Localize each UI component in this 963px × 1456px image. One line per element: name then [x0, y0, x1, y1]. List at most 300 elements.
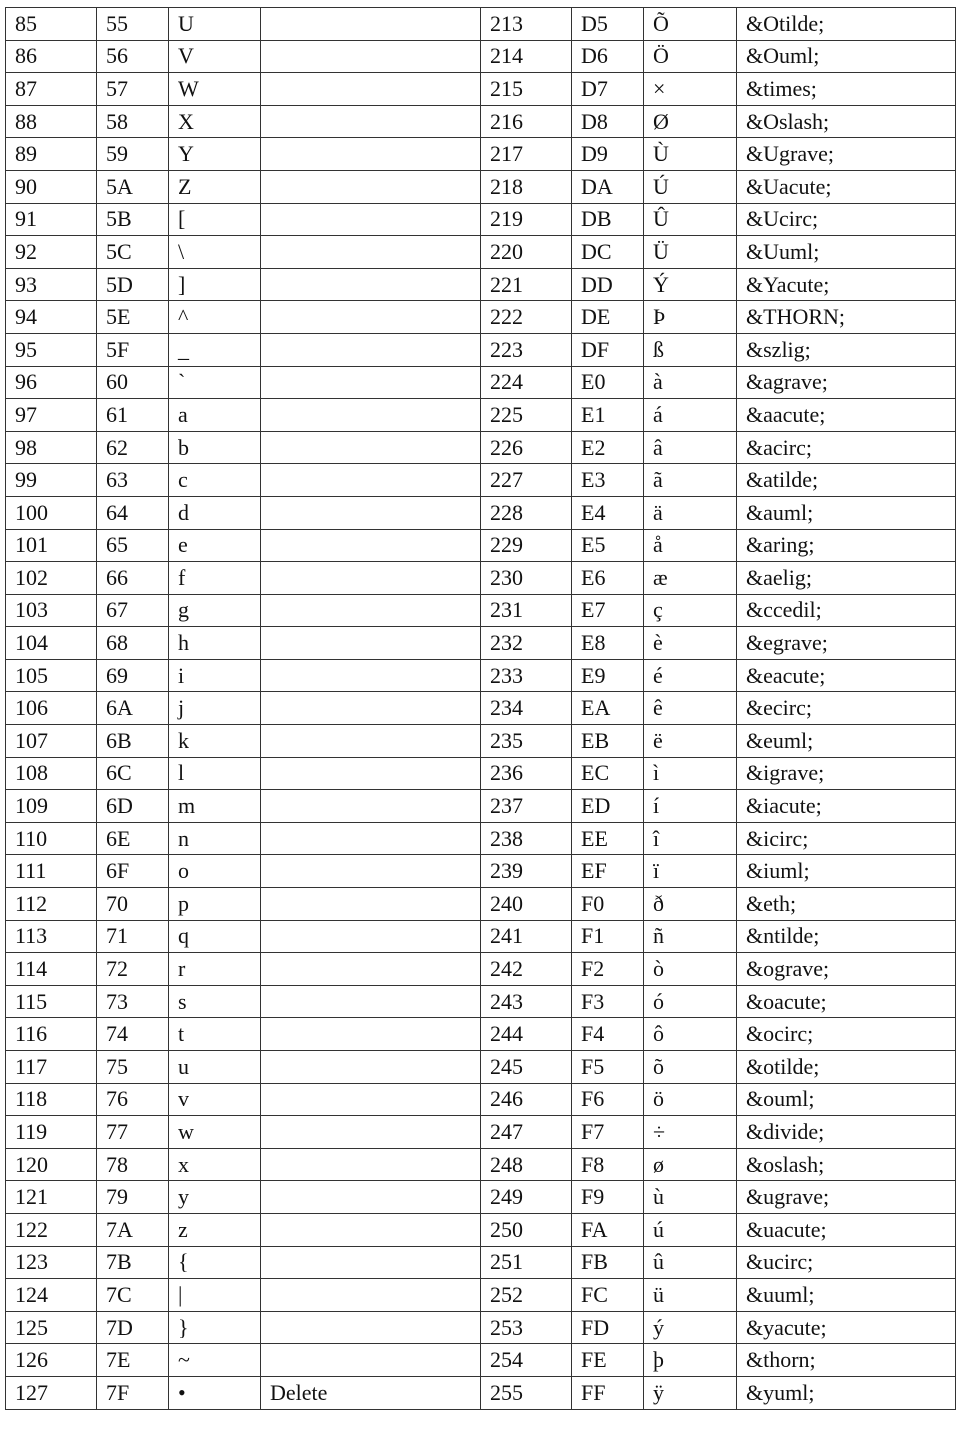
table-row — [6, 692, 956, 725]
left-entity-cell — [261, 725, 481, 758]
right-character-cell: ñ — [644, 920, 737, 953]
right-character-cell: Ù — [644, 138, 737, 171]
table-row — [6, 301, 956, 334]
left-decimal-cell: 117 — [6, 1051, 97, 1084]
table-row — [6, 855, 956, 888]
left-hex-cell: 57 — [97, 73, 169, 106]
left-decimal-cell: 122 — [6, 1213, 97, 1246]
left-hex-cell: 74 — [97, 1018, 169, 1051]
left-entity-cell — [261, 105, 481, 138]
table-row — [6, 888, 956, 921]
table-row — [6, 985, 956, 1018]
right-hex-cell: D6 — [572, 40, 644, 73]
right-entity-cell: &auml; — [737, 496, 956, 529]
left-entity-cell — [261, 464, 481, 497]
left-hex-cell: 6D — [97, 790, 169, 823]
left-entity-cell — [261, 236, 481, 269]
left-character-cell: w — [169, 1116, 261, 1149]
right-character-cell: Ü — [644, 236, 737, 269]
right-decimal-cell: 239 — [481, 855, 572, 888]
right-decimal-cell: 219 — [481, 203, 572, 236]
right-entity-cell: &yuml; — [737, 1376, 956, 1409]
right-decimal-cell: 215 — [481, 73, 572, 106]
right-hex-cell: F5 — [572, 1051, 644, 1084]
table-row — [6, 659, 956, 692]
left-hex-cell: 78 — [97, 1148, 169, 1181]
table-row — [6, 1246, 956, 1279]
left-hex-cell: 59 — [97, 138, 169, 171]
right-hex-cell: E5 — [572, 529, 644, 562]
right-hex-cell: F9 — [572, 1181, 644, 1214]
left-character-cell: f — [169, 562, 261, 595]
right-entity-cell: &aring; — [737, 529, 956, 562]
right-decimal-cell: 226 — [481, 431, 572, 464]
right-entity-cell: &aelig; — [737, 562, 956, 595]
right-hex-cell: DD — [572, 268, 644, 301]
left-entity-cell — [261, 73, 481, 106]
left-hex-cell: 63 — [97, 464, 169, 497]
table-row — [6, 822, 956, 855]
right-entity-cell: &ugrave; — [737, 1181, 956, 1214]
left-hex-cell: 7D — [97, 1311, 169, 1344]
table-row — [6, 496, 956, 529]
right-decimal-cell: 229 — [481, 529, 572, 562]
left-character-cell: p — [169, 888, 261, 921]
table-row — [6, 105, 956, 138]
left-character-cell: ] — [169, 268, 261, 301]
left-hex-cell: 66 — [97, 562, 169, 595]
right-entity-cell: &agrave; — [737, 366, 956, 399]
right-character-cell: Ý — [644, 268, 737, 301]
right-character-cell: ò — [644, 953, 737, 986]
right-hex-cell: E8 — [572, 627, 644, 660]
right-character-cell: ð — [644, 888, 737, 921]
right-decimal-cell: 220 — [481, 236, 572, 269]
left-character-cell: x — [169, 1148, 261, 1181]
right-decimal-cell: 250 — [481, 1213, 572, 1246]
right-character-cell: ÿ — [644, 1376, 737, 1409]
right-hex-cell: FA — [572, 1213, 644, 1246]
right-entity-cell: &ucirc; — [737, 1246, 956, 1279]
left-decimal-cell: 110 — [6, 822, 97, 855]
right-hex-cell: E9 — [572, 659, 644, 692]
right-hex-cell: DC — [572, 236, 644, 269]
left-entity-cell — [261, 822, 481, 855]
left-entity-cell — [261, 301, 481, 334]
left-decimal-cell: 121 — [6, 1181, 97, 1214]
left-decimal-cell: 92 — [6, 236, 97, 269]
table-row — [6, 8, 956, 41]
left-decimal-cell: 109 — [6, 790, 97, 823]
right-entity-cell: &aacute; — [737, 399, 956, 432]
left-entity-cell — [261, 594, 481, 627]
left-hex-cell: 6B — [97, 725, 169, 758]
left-character-cell: o — [169, 855, 261, 888]
right-decimal-cell: 240 — [481, 888, 572, 921]
right-character-cell: è — [644, 627, 737, 660]
left-character-cell: ~ — [169, 1344, 261, 1377]
table-row — [6, 1376, 956, 1409]
left-decimal-cell: 115 — [6, 985, 97, 1018]
right-character-cell: ý — [644, 1311, 737, 1344]
right-decimal-cell: 253 — [481, 1311, 572, 1344]
table-row — [6, 1213, 956, 1246]
left-entity-cell — [261, 1181, 481, 1214]
right-decimal-cell: 225 — [481, 399, 572, 432]
left-hex-cell: 7A — [97, 1213, 169, 1246]
right-decimal-cell: 241 — [481, 920, 572, 953]
table-body — [6, 8, 956, 1410]
left-entity-cell — [261, 529, 481, 562]
left-decimal-cell: 99 — [6, 464, 97, 497]
left-entity-cell — [261, 692, 481, 725]
left-hex-cell: 60 — [97, 366, 169, 399]
left-decimal-cell: 124 — [6, 1279, 97, 1312]
right-decimal-cell: 236 — [481, 757, 572, 790]
left-hex-cell: 5C — [97, 236, 169, 269]
left-hex-cell: 7B — [97, 1246, 169, 1279]
right-decimal-cell: 252 — [481, 1279, 572, 1312]
right-character-cell: ç — [644, 594, 737, 627]
left-entity-cell — [261, 333, 481, 366]
left-character-cell: e — [169, 529, 261, 562]
left-hex-cell: 61 — [97, 399, 169, 432]
right-hex-cell: EF — [572, 855, 644, 888]
right-character-cell: Ú — [644, 170, 737, 203]
right-hex-cell: DF — [572, 333, 644, 366]
right-decimal-cell: 222 — [481, 301, 572, 334]
right-entity-cell: &iuml; — [737, 855, 956, 888]
table-row — [6, 562, 956, 595]
right-entity-cell: &yacute; — [737, 1311, 956, 1344]
table-row — [6, 1051, 956, 1084]
right-decimal-cell: 255 — [481, 1376, 572, 1409]
right-hex-cell: FB — [572, 1246, 644, 1279]
right-decimal-cell: 214 — [481, 40, 572, 73]
left-character-cell: i — [169, 659, 261, 692]
left-entity-cell — [261, 1051, 481, 1084]
right-entity-cell: &egrave; — [737, 627, 956, 660]
right-hex-cell: DB — [572, 203, 644, 236]
right-hex-cell: E3 — [572, 464, 644, 497]
right-entity-cell: &oslash; — [737, 1148, 956, 1181]
right-character-cell: ì — [644, 757, 737, 790]
right-character-cell: õ — [644, 1051, 737, 1084]
left-character-cell: n — [169, 822, 261, 855]
left-entity-cell — [261, 1344, 481, 1377]
left-character-cell: z — [169, 1213, 261, 1246]
right-hex-cell: F2 — [572, 953, 644, 986]
table-row — [6, 725, 956, 758]
left-decimal-cell: 118 — [6, 1083, 97, 1116]
right-entity-cell: &Uuml; — [737, 236, 956, 269]
left-entity-cell — [261, 1279, 481, 1312]
table-row — [6, 170, 956, 203]
right-character-cell: ó — [644, 985, 737, 1018]
right-entity-cell: &ocirc; — [737, 1018, 956, 1051]
right-hex-cell: F7 — [572, 1116, 644, 1149]
right-entity-cell: &Ucirc; — [737, 203, 956, 236]
right-decimal-cell: 247 — [481, 1116, 572, 1149]
left-character-cell: l — [169, 757, 261, 790]
right-hex-cell: FF — [572, 1376, 644, 1409]
left-character-cell: ` — [169, 366, 261, 399]
table-row — [6, 1344, 956, 1377]
left-character-cell: m — [169, 790, 261, 823]
left-character-cell: W — [169, 73, 261, 106]
left-character-cell: | — [169, 1279, 261, 1312]
table-row — [6, 757, 956, 790]
left-decimal-cell: 123 — [6, 1246, 97, 1279]
left-decimal-cell: 119 — [6, 1116, 97, 1149]
left-entity-cell — [261, 138, 481, 171]
right-hex-cell: E1 — [572, 399, 644, 432]
left-character-cell: t — [169, 1018, 261, 1051]
left-entity-cell — [261, 1148, 481, 1181]
left-hex-cell: 73 — [97, 985, 169, 1018]
table-row — [6, 464, 956, 497]
left-character-cell: k — [169, 725, 261, 758]
left-hex-cell: 7F — [97, 1376, 169, 1409]
left-hex-cell: 5B — [97, 203, 169, 236]
left-hex-cell: 75 — [97, 1051, 169, 1084]
right-decimal-cell: 227 — [481, 464, 572, 497]
left-entity-cell — [261, 888, 481, 921]
left-character-cell: h — [169, 627, 261, 660]
right-decimal-cell: 254 — [481, 1344, 572, 1377]
table-row — [6, 1279, 956, 1312]
left-hex-cell: 76 — [97, 1083, 169, 1116]
right-hex-cell: ED — [572, 790, 644, 823]
left-hex-cell: 6E — [97, 822, 169, 855]
left-hex-cell: 5F — [97, 333, 169, 366]
table-row — [6, 399, 956, 432]
right-hex-cell: D5 — [572, 8, 644, 41]
left-entity-cell — [261, 40, 481, 73]
left-entity-cell — [261, 627, 481, 660]
left-decimal-cell: 112 — [6, 888, 97, 921]
right-character-cell: ä — [644, 496, 737, 529]
left-decimal-cell: 107 — [6, 725, 97, 758]
right-decimal-cell: 237 — [481, 790, 572, 823]
right-entity-cell: &Yacute; — [737, 268, 956, 301]
left-decimal-cell: 91 — [6, 203, 97, 236]
right-hex-cell: F8 — [572, 1148, 644, 1181]
right-hex-cell: FC — [572, 1279, 644, 1312]
table-row — [6, 138, 956, 171]
table-row — [6, 40, 956, 73]
left-entity-cell — [261, 985, 481, 1018]
right-hex-cell: FD — [572, 1311, 644, 1344]
left-entity-cell — [261, 953, 481, 986]
right-entity-cell: &ccedil; — [737, 594, 956, 627]
left-hex-cell: 56 — [97, 40, 169, 73]
left-character-cell: } — [169, 1311, 261, 1344]
table-row — [6, 268, 956, 301]
left-character-cell: b — [169, 431, 261, 464]
left-character-cell: _ — [169, 333, 261, 366]
left-character-cell: a — [169, 399, 261, 432]
right-character-cell: ö — [644, 1083, 737, 1116]
right-character-cell: ú — [644, 1213, 737, 1246]
left-hex-cell: 67 — [97, 594, 169, 627]
right-decimal-cell: 234 — [481, 692, 572, 725]
right-hex-cell: E7 — [572, 594, 644, 627]
right-hex-cell: F4 — [572, 1018, 644, 1051]
table-row — [6, 1083, 956, 1116]
right-character-cell: ü — [644, 1279, 737, 1312]
left-character-cell: Z — [169, 170, 261, 203]
right-character-cell: é — [644, 659, 737, 692]
right-hex-cell: F3 — [572, 985, 644, 1018]
left-entity-cell — [261, 496, 481, 529]
left-hex-cell: 6F — [97, 855, 169, 888]
table-row — [6, 529, 956, 562]
right-entity-cell: &ntilde; — [737, 920, 956, 953]
right-hex-cell: F1 — [572, 920, 644, 953]
left-character-cell: c — [169, 464, 261, 497]
right-character-cell: à — [644, 366, 737, 399]
right-decimal-cell: 251 — [481, 1246, 572, 1279]
right-hex-cell: E2 — [572, 431, 644, 464]
right-hex-cell: F6 — [572, 1083, 644, 1116]
character-code-table — [5, 7, 956, 1410]
right-hex-cell: D7 — [572, 73, 644, 106]
right-hex-cell: DA — [572, 170, 644, 203]
table-row — [6, 431, 956, 464]
left-character-cell: Y — [169, 138, 261, 171]
left-decimal-cell: 85 — [6, 8, 97, 41]
left-character-cell: • — [169, 1376, 261, 1409]
left-entity-cell — [261, 562, 481, 595]
left-entity-cell — [261, 1213, 481, 1246]
left-decimal-cell: 87 — [6, 73, 97, 106]
table-row — [6, 1116, 956, 1149]
right-entity-cell: &uacute; — [737, 1213, 956, 1246]
right-decimal-cell: 231 — [481, 594, 572, 627]
left-entity-cell — [261, 920, 481, 953]
left-decimal-cell: 126 — [6, 1344, 97, 1377]
left-character-cell: r — [169, 953, 261, 986]
right-decimal-cell: 217 — [481, 138, 572, 171]
table-row — [6, 1148, 956, 1181]
left-hex-cell: 55 — [97, 8, 169, 41]
right-entity-cell: &times; — [737, 73, 956, 106]
right-hex-cell: E0 — [572, 366, 644, 399]
left-decimal-cell: 106 — [6, 692, 97, 725]
left-hex-cell: 69 — [97, 659, 169, 692]
left-hex-cell: 5E — [97, 301, 169, 334]
left-decimal-cell: 97 — [6, 399, 97, 432]
right-entity-cell: &uuml; — [737, 1279, 956, 1312]
left-decimal-cell: 114 — [6, 953, 97, 986]
left-decimal-cell: 113 — [6, 920, 97, 953]
left-hex-cell: 5A — [97, 170, 169, 203]
left-decimal-cell: 94 — [6, 301, 97, 334]
right-entity-cell: &eacute; — [737, 659, 956, 692]
right-character-cell: ï — [644, 855, 737, 888]
left-character-cell: q — [169, 920, 261, 953]
right-hex-cell: D9 — [572, 138, 644, 171]
left-decimal-cell: 116 — [6, 1018, 97, 1051]
left-hex-cell: 65 — [97, 529, 169, 562]
left-character-cell: g — [169, 594, 261, 627]
table-row — [6, 1181, 956, 1214]
left-character-cell: s — [169, 985, 261, 1018]
right-decimal-cell: 223 — [481, 333, 572, 366]
left-hex-cell: 6A — [97, 692, 169, 725]
right-decimal-cell: 224 — [481, 366, 572, 399]
left-hex-cell: 71 — [97, 920, 169, 953]
right-decimal-cell: 243 — [481, 985, 572, 1018]
right-character-cell: × — [644, 73, 737, 106]
table-row — [6, 1311, 956, 1344]
left-decimal-cell: 90 — [6, 170, 97, 203]
right-character-cell: Õ — [644, 8, 737, 41]
right-character-cell: â — [644, 431, 737, 464]
right-entity-cell: &euml; — [737, 725, 956, 758]
left-entity-cell — [261, 1246, 481, 1279]
right-character-cell: ù — [644, 1181, 737, 1214]
right-character-cell: Þ — [644, 301, 737, 334]
right-character-cell: û — [644, 1246, 737, 1279]
left-hex-cell: 79 — [97, 1181, 169, 1214]
left-character-cell: u — [169, 1051, 261, 1084]
table-row — [6, 1018, 956, 1051]
left-entity-cell — [261, 366, 481, 399]
left-character-cell: [ — [169, 203, 261, 236]
left-hex-cell: 64 — [97, 496, 169, 529]
right-entity-cell: &oacute; — [737, 985, 956, 1018]
right-hex-cell: E6 — [572, 562, 644, 595]
left-character-cell: U — [169, 8, 261, 41]
right-character-cell: ô — [644, 1018, 737, 1051]
left-entity-cell — [261, 268, 481, 301]
left-decimal-cell: 120 — [6, 1148, 97, 1181]
left-decimal-cell: 88 — [6, 105, 97, 138]
right-character-cell: Ö — [644, 40, 737, 73]
left-character-cell: d — [169, 496, 261, 529]
right-entity-cell: &ograve; — [737, 953, 956, 986]
left-decimal-cell: 125 — [6, 1311, 97, 1344]
left-entity-cell — [261, 1018, 481, 1051]
left-decimal-cell: 101 — [6, 529, 97, 562]
left-hex-cell: 5D — [97, 268, 169, 301]
left-decimal-cell: 127 — [6, 1376, 97, 1409]
left-character-cell: v — [169, 1083, 261, 1116]
left-hex-cell: 68 — [97, 627, 169, 660]
right-entity-cell: &igrave; — [737, 757, 956, 790]
left-character-cell: y — [169, 1181, 261, 1214]
left-entity-cell: Delete — [261, 1376, 481, 1409]
right-hex-cell: E4 — [572, 496, 644, 529]
left-hex-cell: 58 — [97, 105, 169, 138]
right-decimal-cell: 249 — [481, 1181, 572, 1214]
left-entity-cell — [261, 855, 481, 888]
right-character-cell: ø — [644, 1148, 737, 1181]
right-decimal-cell: 238 — [481, 822, 572, 855]
left-hex-cell: 7E — [97, 1344, 169, 1377]
right-entity-cell: &Otilde; — [737, 8, 956, 41]
right-decimal-cell: 228 — [481, 496, 572, 529]
right-character-cell: æ — [644, 562, 737, 595]
right-character-cell: î — [644, 822, 737, 855]
right-decimal-cell: 235 — [481, 725, 572, 758]
left-decimal-cell: 89 — [6, 138, 97, 171]
left-entity-cell — [261, 757, 481, 790]
right-hex-cell: F0 — [572, 888, 644, 921]
right-entity-cell: &icirc; — [737, 822, 956, 855]
